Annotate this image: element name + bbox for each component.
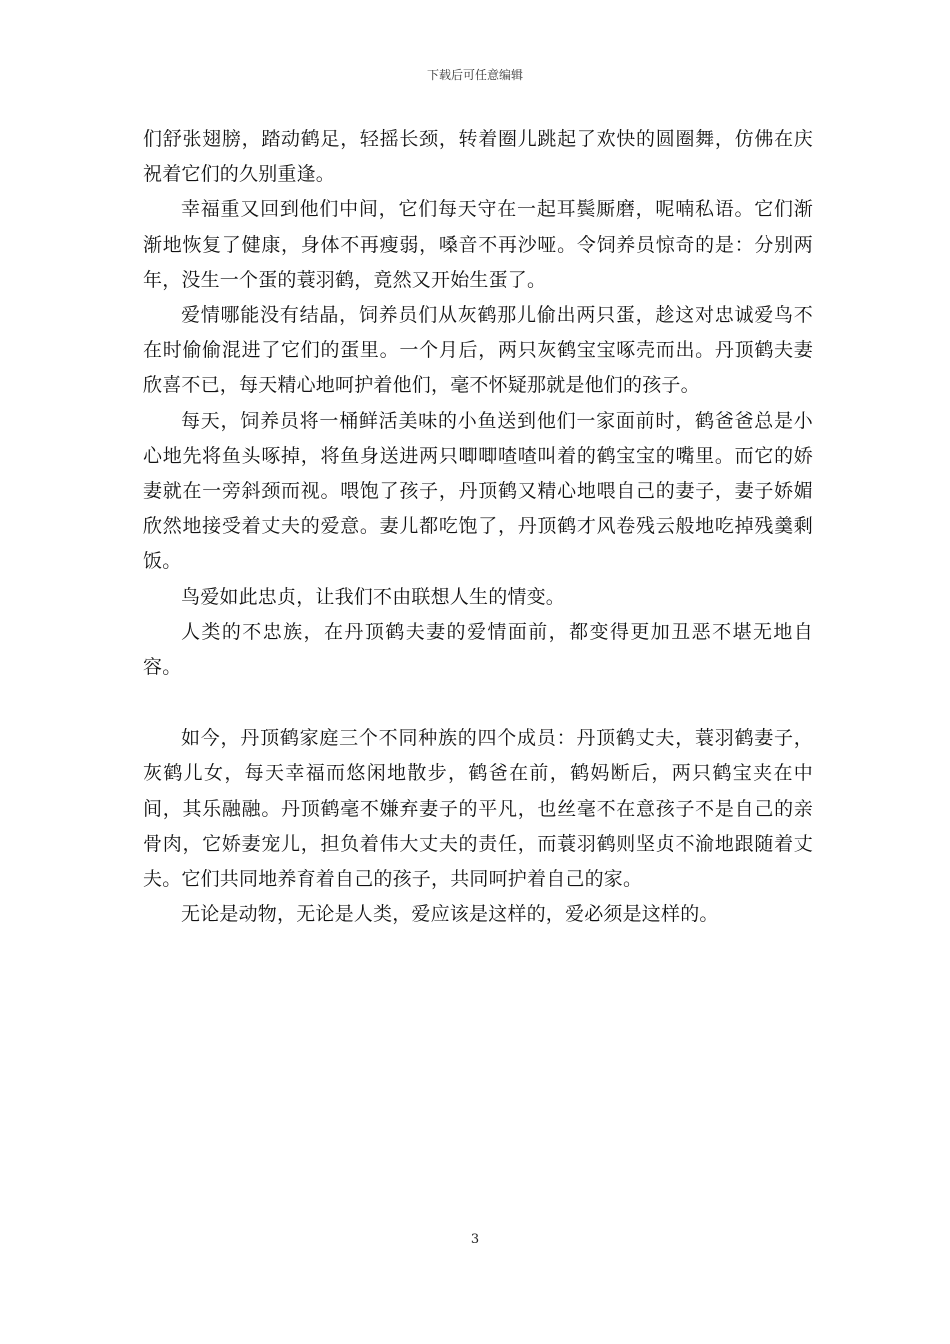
paragraph: 人类的不忠族，在丹顶鹤夫妻的爱情面前，都变得更加丑恶不堪无地自容。 — [143, 620, 813, 679]
paragraph: 爱情哪能没有结晶，饲养员们从灰鹤那儿偷出两只蛋，趁这对忠诚爱鸟不在时偷偷混进了它们的蛋里。一个月后，两只灰鹤宝宝啄壳而出。丹顶鹤夫妻欣喜不已，每天精心地呵护着他们，毫不怀疑那就是他们的孩子。 — [143, 304, 813, 397]
page-number: 3 — [470, 1232, 480, 1247]
paragraph-continued: 们舒张翅膀，踏动鹤足，轻摇长颈，转着圈儿跳起了欢快的圆圈舞，仿佛在庆祝着它们的久别重逢。 — [143, 128, 813, 186]
body-text — [143, 122, 813, 932]
paragraph: 每天，饲养员将一桶鲜活美味的小鱼送到他们一家面前时，鹤爸爸总是小心地先将鱼头啄掉，将鱼身送进两只唧唧喳喳叫着的鹤宝宝的嘴里。而它的娇妻就在一旁斜颈而视。喂饱了孩子，丹顶鹤又精心地喂自己的妻子，妻子娇媚欣然地接受着丈夫的爱意。妻儿都吃饱了，丹顶鹤才风卷残云般地吃掉残羹剩饭。 — [143, 409, 813, 573]
paragraph: 如今，丹顶鹤家庭三个不同种族的四个成员：丹顶鹤丈夫，蓑羽鹤妻子，灰鹤儿女，每天幸福而悠闲地散步，鹤爸在前，鹤妈断后，两只鹤宝夹在中间，其乐融融。丹顶鹤毫不嫌弃妻子的平凡，也丝毫不在意孩子不是自己的亲骨肉，它娇妻宠儿，担负着伟大丈夫的责任，而蓑羽鹤则坚贞不渝地跟随着丈夫。它们共同地养育着自己的孩子，共同呵护着自己的家。 — [143, 727, 813, 891]
blank-line — [143, 685, 813, 721]
paragraph: 鸟爱如此忠贞，让我们不由联想人生的情变。 — [181, 585, 566, 608]
paragraph: 幸福重又回到他们中间，它们每天守在一起耳鬓厮磨，呢喃私语。它们渐渐地恢复了健康，身体不再瘦弱，嗓音不再沙哑。令饲养员惊奇的是：分别两年，没生一个蛋的蓑羽鹤，竟然又开始生蛋了。 — [143, 198, 813, 291]
paragraph: 无论是动物，无论是人类，爱应该是这样的，爱必须是这样的。 — [181, 903, 719, 926]
page-header: 下载后可任意编辑 — [426, 68, 523, 82]
